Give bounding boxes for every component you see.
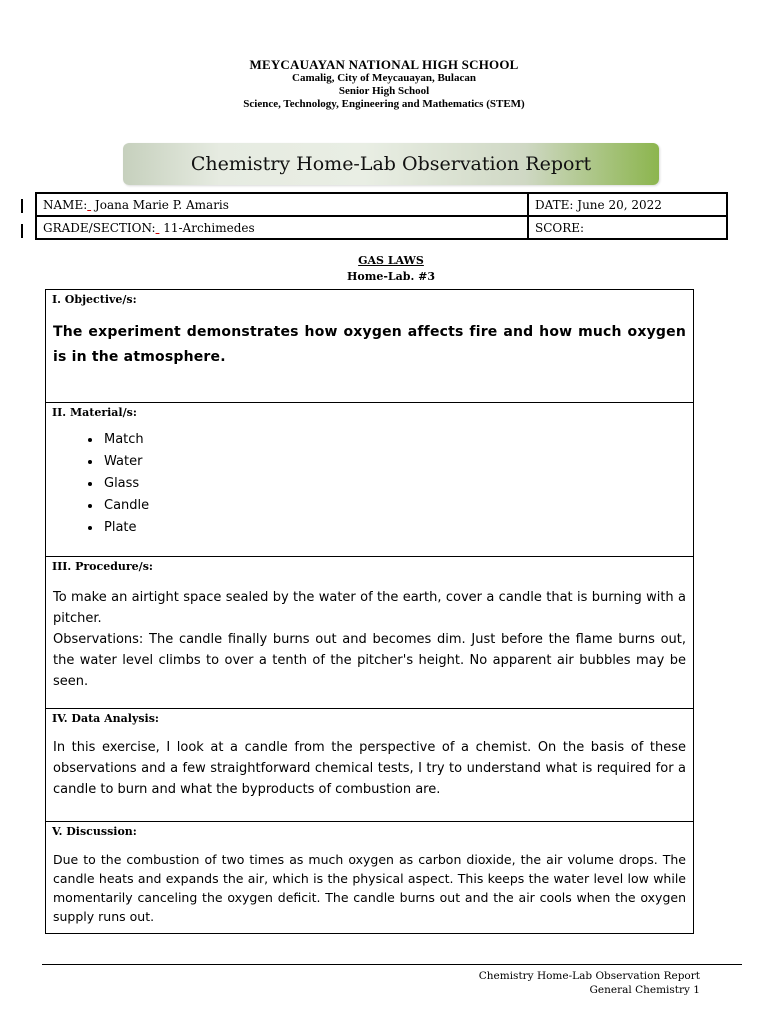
date-cell — [528, 193, 727, 216]
discussion-text: Due to the combustion of two times as much oxygen as carbon dioxide, the air volume drops. The candle heats and expands the air, which is the physical aspect. This keeps the water level low while momentarily canceling the oxygen deficit. The candle burns out and the air cools when the oxygen supply runs out. — [53, 852, 686, 924]
school-header — [0, 57, 768, 111]
footer-subject: General Chemistry 1 — [589, 984, 700, 996]
margin-marker — [21, 199, 23, 213]
objective-section — [46, 290, 693, 403]
name-cell — [36, 193, 528, 216]
objective-heading: I. Objective/s: — [52, 293, 137, 306]
materials-list — [66, 429, 149, 539]
data-analysis-section — [46, 709, 693, 822]
score-cell — [528, 216, 727, 239]
school-strand: Science, Technology, Engineering and Mathematics (STEM) — [243, 98, 525, 110]
procedure-heading: III. Procedure/s: — [52, 560, 153, 573]
list-item: • Candle — [102, 495, 149, 517]
materials-section — [46, 403, 693, 557]
materials-heading: II. Material/s: — [52, 406, 137, 419]
list-item: • Match — [102, 429, 149, 451]
topic-title: GAS LAWS — [358, 254, 424, 267]
objective-text: The experiment demonstrates how oxygen affects fire and how much oxygen is in the atmosphere. — [53, 324, 686, 365]
data-analysis-heading: IV. Data Analysis: — [52, 712, 159, 725]
grade-section-cell — [36, 216, 528, 239]
observations-text: Observations: The candle finally burns out and becomes dim. Just before the flame burns out, the water level climbs to over a tenth of the pitcher's height. No apparent air bubbles may be seen. — [53, 632, 686, 689]
lab-number: Home-Lab. #3 — [346, 270, 436, 283]
discussion-section — [46, 822, 693, 933]
school-address: Camalig, City of Meycauayan, Bulacan — [292, 72, 476, 84]
list-item: • Glass — [102, 473, 149, 495]
list-item: • Water — [102, 451, 149, 473]
student-info-table — [35, 192, 728, 240]
report-title: Chemistry Home-Lab Observation Report — [190, 153, 592, 175]
data-analysis-text: In this exercise, I look at a candle from the perspective of a chemist. On the basis of these observations and a few straightforward chemical tests, I try to understand what is required for a candle to burn and what the byproducts of combustion are. — [53, 740, 686, 797]
page-footer — [479, 969, 700, 997]
procedure-content — [53, 587, 686, 692]
grade-section-label: GRADE/SECTION: — [43, 220, 156, 235]
procedure-text: To make an airtight space sealed by the water of the earth, cover a candle that is burning with a pitcher. — [53, 590, 686, 626]
school-level: Senior High School — [338, 85, 430, 97]
procedure-section — [46, 557, 693, 709]
discussion-heading: V. Discussion: — [52, 825, 137, 838]
list-item: • Plate — [102, 517, 149, 539]
date-label: DATE: — [535, 197, 574, 212]
date-value: June 20, 2022 — [577, 197, 662, 212]
score-label: SCORE: — [535, 220, 585, 235]
topic-heading — [0, 253, 768, 285]
name-label: NAME: — [43, 197, 88, 212]
footer-divider — [42, 964, 742, 965]
name-value: Joana Marie P. Amaris — [91, 197, 229, 212]
footer-title: Chemistry Home-Lab Observation Report — [478, 970, 700, 982]
school-name: MEYCAUAYAN NATIONAL HIGH SCHOOL — [249, 57, 519, 72]
margin-marker — [21, 224, 23, 238]
grade-section-value: 11-Archimedes — [159, 220, 255, 235]
report-body — [45, 289, 694, 934]
report-title-banner — [123, 143, 659, 185]
